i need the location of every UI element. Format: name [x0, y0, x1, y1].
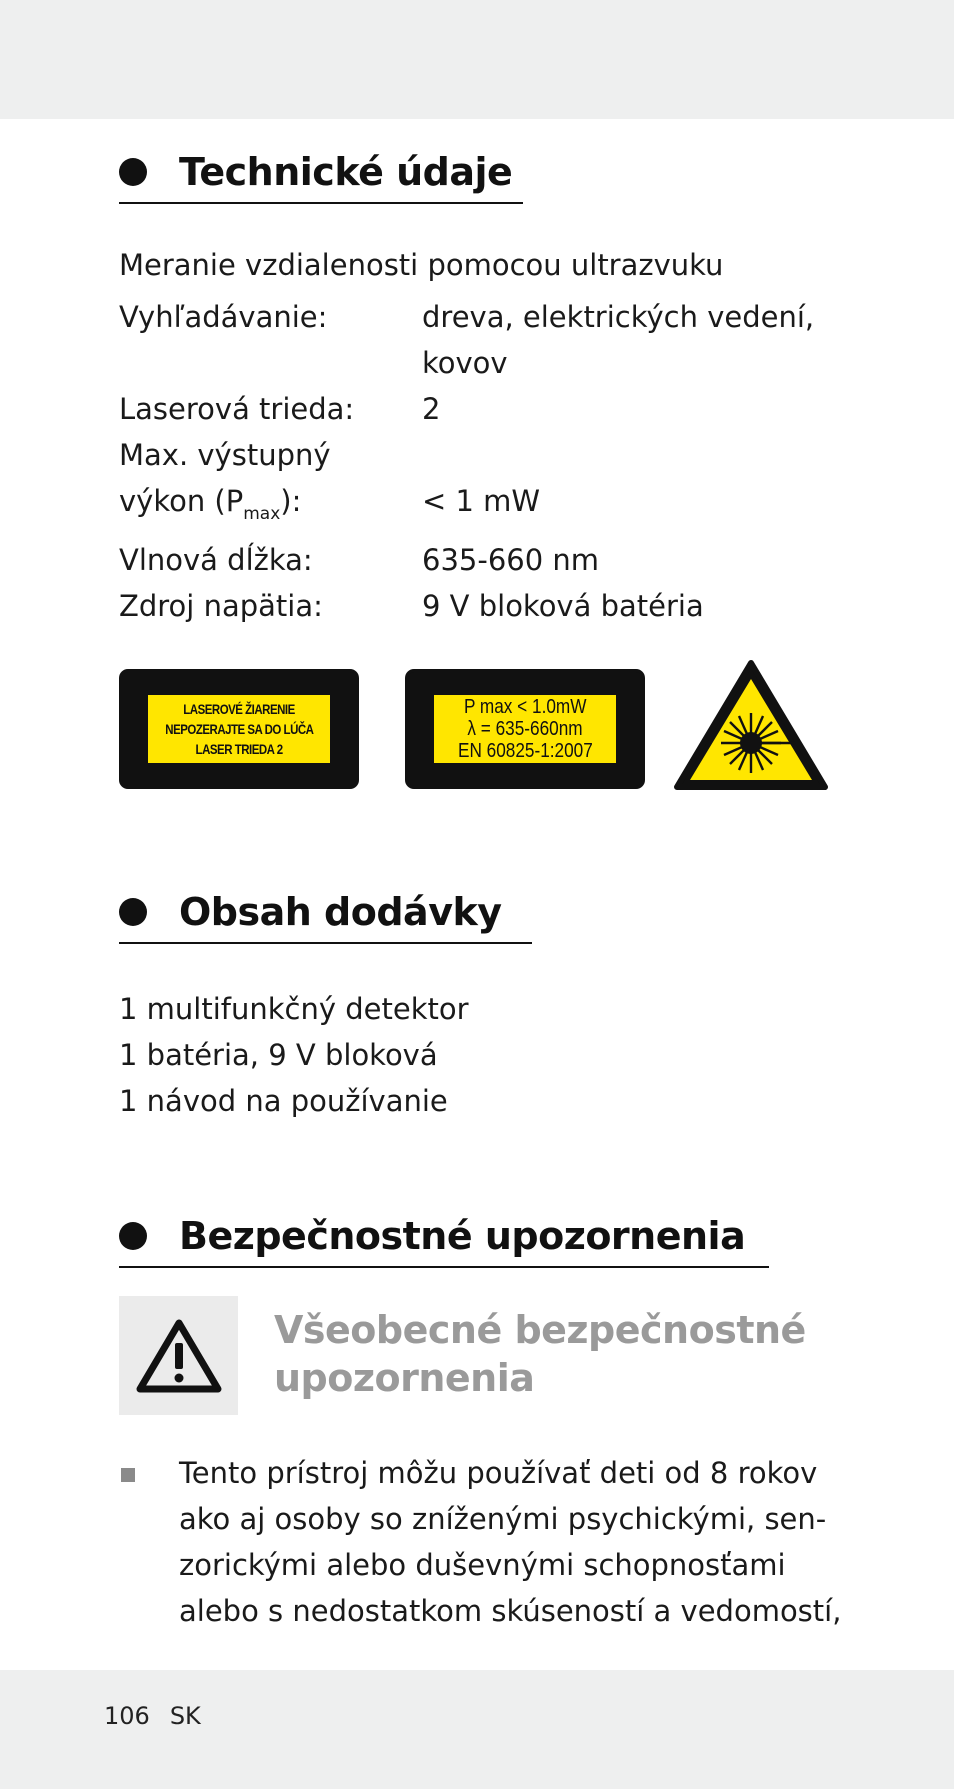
spec-row	[119, 583, 814, 629]
paragraph-line: zorickými alebo duševnými schopnosťami	[179, 1548, 786, 1582]
spec-value: 9 V bloková batéria	[422, 589, 704, 623]
spec-label: Zdroj napätia:	[119, 589, 323, 623]
heading-underline	[119, 1266, 769, 1268]
spec-row	[119, 478, 814, 537]
spec-label-subscript: max	[243, 504, 281, 524]
paragraph-line: alebo s nedostatkom skúseností a vedomostí,	[179, 1594, 842, 1628]
spec-value: < 1 mW	[422, 484, 541, 518]
spec-label-end: ):	[280, 484, 302, 518]
spec-label	[119, 340, 422, 386]
section-bullet	[119, 1222, 147, 1250]
warning-label-line: NEPOZERAJTE SA DO LÚČA	[164, 721, 314, 737]
warning-triangle-icon	[135, 1317, 223, 1395]
label-yellow-panel	[434, 695, 616, 763]
section-bullet	[119, 158, 147, 186]
laser-warning-label	[119, 669, 359, 789]
spec-table	[119, 294, 814, 629]
spec-value: 2	[422, 392, 441, 426]
spec-label-line: P max < 1.0mW	[463, 696, 587, 718]
safety-paragraph	[179, 1450, 841, 1634]
spec-label-main: výkon (P	[119, 484, 244, 518]
section-title: Obsah dodávky	[179, 890, 502, 934]
delivery-list	[119, 986, 469, 1124]
spec-label	[119, 478, 422, 537]
section-title: Bezpečnostné upozornenia	[179, 1214, 746, 1258]
spec-label: Max. výstupný	[119, 438, 331, 472]
list-item: 1 návod na používanie	[119, 1084, 448, 1118]
spec-row	[119, 432, 814, 478]
subsection-heading-line: Všeobecné bezpečnostné	[274, 1308, 806, 1352]
warning-icon-box	[119, 1296, 238, 1415]
bullet-square-icon	[121, 1468, 135, 1482]
page-number: 106	[104, 1702, 150, 1730]
laser-hazard-icon	[673, 659, 829, 792]
section-heading-safety	[119, 1214, 745, 1258]
spec-row	[119, 537, 814, 583]
warning-label-line: LASER TRIEDA 2	[195, 741, 283, 757]
subsection-heading-line: upozornenia	[274, 1356, 535, 1400]
spec-label: Laserová trieda:	[119, 392, 355, 426]
page-footer	[104, 1702, 221, 1730]
section-heading-technical-data	[119, 150, 512, 194]
list-item: 1 multifunkčný detektor	[119, 992, 469, 1026]
spec-value: dreva, elektrických vedení,	[422, 300, 815, 334]
section-heading-delivery	[119, 890, 502, 934]
subsection-heading	[274, 1306, 806, 1402]
spec-value: 635-660 nm	[422, 543, 600, 577]
label-yellow-panel	[148, 695, 330, 763]
spec-row	[119, 294, 814, 340]
section-bullet	[119, 898, 147, 926]
paragraph-line: Tento prístroj môžu používať deti od 8 rokov	[179, 1456, 818, 1490]
spec-label-line: EN 60825-1:2007	[457, 740, 593, 762]
spec-label: Vyhľadávanie:	[119, 300, 328, 334]
warning-label-line: LASEROVÉ ŽIARENIE	[183, 701, 295, 717]
spec-label: Vlnová dĺžka:	[119, 543, 313, 577]
list-item: 1 batéria, 9 V bloková	[119, 1038, 438, 1072]
section-title: Technické údaje	[179, 150, 513, 194]
heading-underline	[119, 942, 532, 944]
heading-underline	[119, 202, 523, 204]
top-margin-band	[0, 0, 954, 119]
spec-value: kovov	[422, 346, 508, 380]
spec-row	[119, 340, 814, 386]
spec-label-line: λ = 635-660nm	[467, 718, 583, 740]
language-code: SK	[169, 1702, 201, 1730]
paragraph-line: ako aj osoby so zníženými psychickými, sen-	[179, 1502, 827, 1536]
spec-intro: Meranie vzdialenosti pomocou ultrazvuku	[119, 248, 724, 282]
laser-spec-label	[405, 669, 645, 789]
spec-row	[119, 386, 814, 432]
